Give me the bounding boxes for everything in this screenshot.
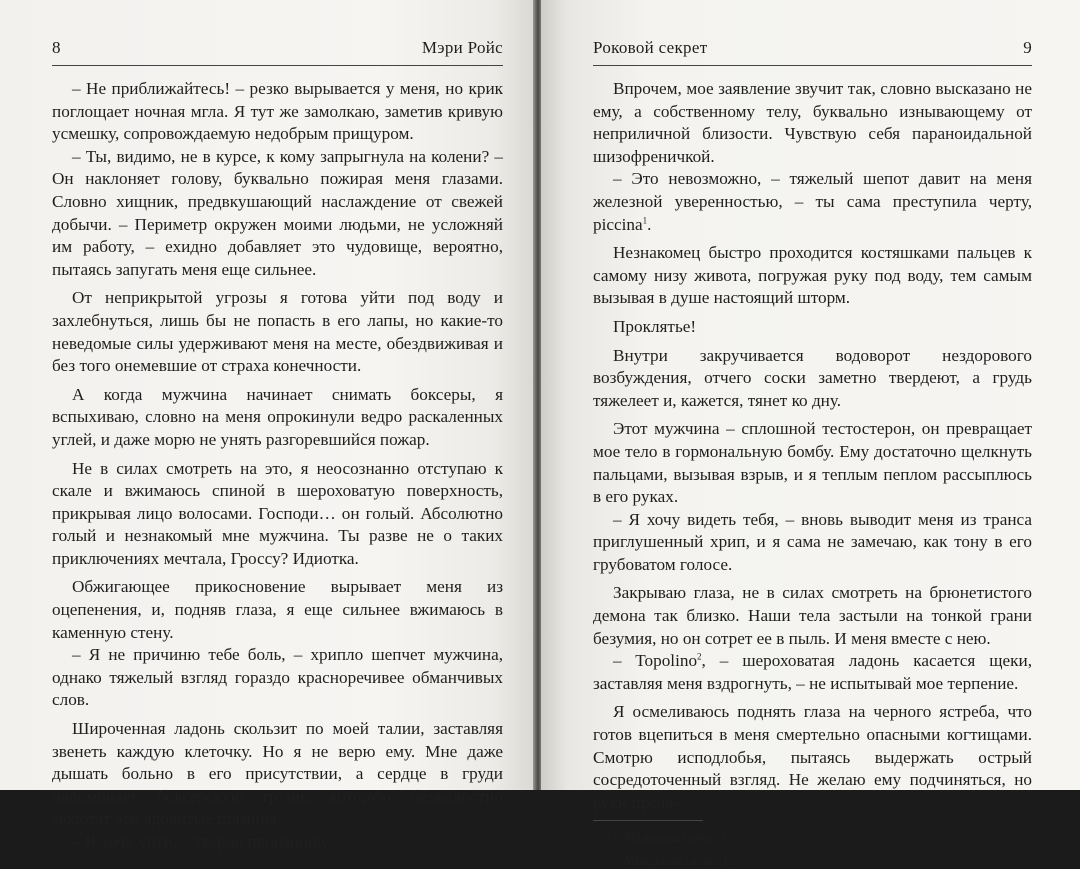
paragraph: – Topolino$^2$, – шероховатая ладонь касается щеки, заставляя меня вздрогнуть, – не испытывай мое терпение. bbox=[593, 651, 1032, 693]
paragraph: Закрываю глаза, не в силах смотреть на брюнетистого демона так близко. Наши тела застыли на тонкой грани безумия, но он сотрет ее в пыль. И меня вместе с нею. bbox=[593, 583, 1032, 648]
paragraph: – Я хочу уйти, – твердо произношу. bbox=[72, 832, 332, 851]
paragraph: Впрочем, мое заявление звучит так, словно высказано не ему, а собственному телу, буквально изнывающему от неприличной близости. Чувствую себя параноидальной шизофреничкой. bbox=[593, 79, 1032, 166]
paragraph: А когда мужчина начинает снимать боксеры, я вспыхиваю, словно на меня опрокинули ведро раскаленных углей, и даже морю не унять разгоревшийся пожар. bbox=[52, 384, 503, 449]
paragraph: – Не приближайтесь! – резко вырывается у меня, но крик поглощает ночная мгла. Я тут же замолкаю, заметив кривую усмешку, сопровождаемую недобрым прищуром. bbox=[52, 79, 503, 144]
paragraph: Внутри закручивается водоворот нездорового возбуждения, отчего соски заметно твердеют, а грудь тяжелеет и, кажется, тянет ко дну. bbox=[593, 345, 1032, 410]
footnote: $^2$ Мышонок (итал.). bbox=[613, 850, 731, 868]
footnote: $^1$ Малышка (итал.). bbox=[613, 828, 729, 845]
left-page-text bbox=[52, 78, 503, 854]
footnote-ref: 1 bbox=[642, 214, 648, 225]
paragraph: Незнакомец быстро проходится костяшками пальцев к самому низу живота, погружая руку под воду, тем самым вызывая в душе настоящий шторм. bbox=[593, 243, 1032, 308]
paragraph: От неприкрытой угрозы я готова уйти под воду и захлебнуться, лишь бы не попасть в его лапы, но какие-то неведомые силы удерживают меня на месте, обездвиживая и без того онемевшие от страха конечности. bbox=[52, 288, 503, 376]
running-head: Роковой секрет bbox=[593, 38, 708, 57]
paragraph: Проклятье! bbox=[613, 316, 697, 336]
right-page-header bbox=[593, 38, 1032, 66]
running-head: Мэри Ройс bbox=[421, 38, 503, 57]
page-number: 9 bbox=[1023, 38, 1032, 57]
right-page-text bbox=[593, 78, 1032, 814]
paragraph: – Я не причиню тебе боль, – хрипло шепчет мужчина, однако тяжелый взгляд гораздо красноречивее обманчивых слов. bbox=[52, 645, 503, 710]
paragraph: Этот мужчина – сплошной тестостерон, он превращает мое тело в гормональную бомбу. Ему достаточно щелкнуть пальцами, вызывая взрыв, и я теплым пеплом рассыплюсь в его руках. bbox=[593, 419, 1032, 507]
paragraph: Обжигающее прикосновение вырывает меня из оцепенения, и, подняв глаза, я еще сильнее вжимаюсь в каменную стену. bbox=[52, 577, 503, 642]
left-page-header bbox=[52, 38, 503, 66]
paragraph: Я осмеливаюсь поднять глаза на черного ястреба, что готов вцепиться в меня смертельно опасными когтищами. Смотрю исподлобья, пытаясь выдержать острый сосредоточенный взгляд. Не желаю ему подчиняться, но руки преда- bbox=[593, 702, 1032, 812]
right-page bbox=[541, 0, 1080, 868]
paragraph: – Я хочу видеть тебя, – вновь выводит меня из транса приглушенный хрип, и я сама не замечаю, как тону в его грубоватом голосе. bbox=[593, 509, 1032, 574]
footnote-ref: 2 bbox=[697, 651, 702, 662]
paragraph: Широченная ладонь скользит по моей талии, заставляя звенеть каждую клеточку. Но я не верю ему. Мне даже дышать больно в его присутствии, а сердце в груди напоминает боксерскую грушу, которую безжалостно молотят эти ядовитые глазища. bbox=[52, 719, 503, 829]
paragraph: Не в силах смотреть на это, я неосознанно отступаю к скале и вжимаюсь спиной в шероховатую поверхность, прикрывая лицо волосами. Господи… он голый. Абсолютно голый и незнакомый мне мужчина. Ты разве не о таких приключениях мечтала, Гроссу? Идиотка. bbox=[52, 458, 503, 568]
paragraph: – Ты, видимо, не в курсе, к кому запрыгнула на колени? – Он наклоняет голову, буквально пожирая меня глазами. Словно хищник, предвкушающий наслаждение от свежей добычи. – Периметр окружен моими людьми, не усложняй им работу, – ехидно добавляет это чудовище, вероятно, пытаясь запугать меня еще сильнее. bbox=[52, 146, 503, 279]
page-number: 8 bbox=[52, 38, 61, 57]
left-page bbox=[0, 0, 537, 851]
paragraph: – Это невозможно, – тяжелый шепот давит на меня железной уверенностью, – ты сама преступила черту, piccina$^1$. bbox=[593, 169, 1032, 234]
footnotes bbox=[593, 820, 1032, 869]
